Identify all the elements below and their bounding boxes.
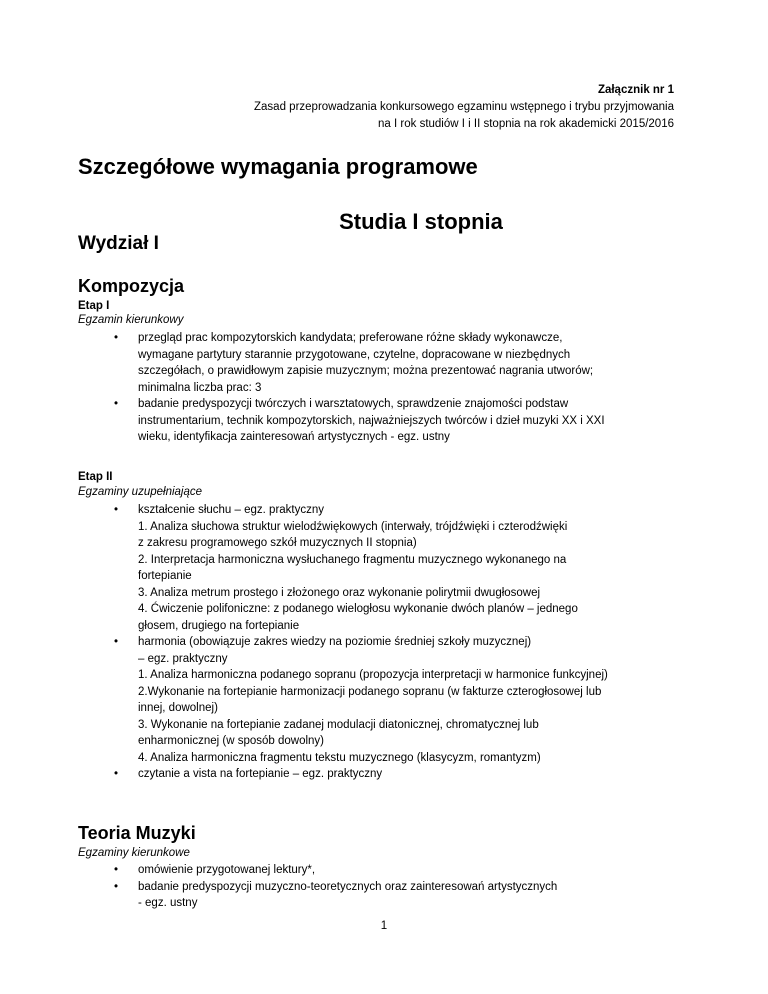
list-item-line: 4. Analiza harmoniczna fragmentu tekstu muzycznego (klasycyzm, romantyzm)	[138, 751, 541, 764]
list-item-line: 2. Interpretacja harmoniczna wysłuchanego fragmentu muzycznego wykonanego na	[138, 553, 567, 566]
page-number: 1	[380, 920, 388, 932]
list-item-line: – egz. praktyczny	[138, 652, 228, 665]
list-item-line: harmonia (obowiązuje zakres wiedzy na poziomie średniej szkoły muzycznej)	[138, 636, 532, 648]
list-item-line: fortepianie	[138, 570, 192, 582]
list-item-line: przegląd prac kompozytorskich kandydata; preferowane różne składy wykonawcze,	[138, 332, 563, 344]
list-item	[78, 862, 698, 879]
bullet-icon: •	[114, 332, 119, 344]
list-item-line: kształcenie słuchu – egz. praktyczny	[138, 504, 325, 516]
list-item-line: z zakresu programowego szkół muzycznych II stopnia)	[138, 537, 417, 549]
list-item-line: innej, dowolnej)	[138, 702, 218, 714]
attachment-line-1: Zasad przeprowadzania konkursowego egzaminu wstępnego i trybu przyjmowania	[254, 101, 674, 113]
list-item	[78, 502, 698, 634]
list-item-line: 2.Wykonanie na fortepianie harmonizacji podanego sopranu (w fakturze czterogłosowej lub	[138, 685, 602, 698]
attachment-title: Załącznik nr 1	[597, 84, 674, 96]
bullet-icon: •	[114, 880, 119, 893]
wydzial-title: Wydział I	[78, 233, 159, 254]
list-item-line: instrumentarium, technik kompozytorskich, najważniejszych twórców i dzieł muzyki XX i XXI	[138, 414, 605, 427]
list-item-line: minimalna liczba prac: 3	[138, 381, 262, 394]
bullet-icon: •	[114, 864, 119, 876]
etap-2-subtitle: Egzaminy uzupełniające	[78, 486, 203, 498]
list-item-line: szczegółach, o prawidłowym zapisie muzycznym; można prezentować nagrania utworów;	[138, 365, 594, 377]
studia-title: Studia I stopnia	[339, 209, 503, 234]
etap-1-label: Etap I	[78, 300, 110, 312]
list-item-line: wymagane partytury starannie przygotowane, czytelne, dopracowane w niezbędnych	[138, 348, 571, 361]
list-item	[78, 879, 698, 912]
attachment-line-2: na I rok studiów I i II stopnia na rok akademicki 2015/2016	[378, 118, 674, 130]
list-item	[78, 396, 698, 446]
etap-2-label: Etap II	[78, 471, 113, 483]
bullet-icon: •	[114, 636, 119, 648]
etap-1-subtitle: Egzamin kierunkowy	[78, 314, 184, 326]
section-title-teoria: Teoria Muzyki	[78, 823, 196, 843]
attachment-header	[254, 82, 674, 133]
teoria-list	[78, 862, 698, 912]
list-item-line: badanie predyspozycji twórczych i warsztatowych, sprawdzenie znajomości podstaw	[138, 398, 569, 410]
section-title-kompozycja: Kompozycja	[78, 276, 185, 296]
list-item-line: 4. Ćwiczenie polifoniczne: z podanego wielogłosu wykonanie dwóch planów – jednego	[138, 603, 578, 615]
list-item-line: 3. Analiza metrum prostego i złożonego oraz wykonanie polirytmii dwugłosowej	[138, 586, 541, 599]
teoria-subtitle: Egzaminy kierunkowe	[78, 847, 190, 859]
list-item-line: 1. Analiza słuchowa struktur wielodźwiękowych (interwały, trójdźwięki i czterodźwięki	[138, 520, 568, 533]
list-item-line: enharmonicznej (w sposób dowolny)	[138, 735, 325, 747]
list-item-line: czytanie a vista na fortepianie – egz. praktyczny	[138, 768, 383, 780]
list-item	[78, 766, 698, 783]
list-item-line: 1. Analiza harmoniczna podanego sopranu (propozycja interpretacji w harmonice funkcyjnej)	[138, 669, 608, 681]
list-item-line: badanie predyspozycji muzyczno-teoretycznych oraz zainteresowań artystycznych	[138, 880, 558, 893]
list-item	[78, 634, 698, 766]
etap-2-list	[78, 502, 698, 783]
bullet-icon: •	[114, 768, 119, 780]
bullet-icon: •	[114, 504, 119, 516]
list-item-line: wieku, identyfikacja zainteresowań artystycznych - egz. ustny	[138, 431, 450, 443]
list-item-line: 3. Wykonanie na fortepianie zadanej modulacji diatonicznej, chromatycznej lub	[138, 718, 539, 731]
list-item-line: głosem, drugiego na fortepianie	[138, 619, 300, 632]
etap-1-list	[78, 330, 698, 446]
list-item	[78, 330, 698, 396]
main-title: Szczegółowe wymagania programowe	[78, 154, 478, 179]
bullet-icon: •	[114, 398, 119, 410]
list-item-line: omówienie przygotowanej lektury*,	[138, 864, 316, 876]
list-item-line: - egz. ustny	[138, 897, 198, 909]
